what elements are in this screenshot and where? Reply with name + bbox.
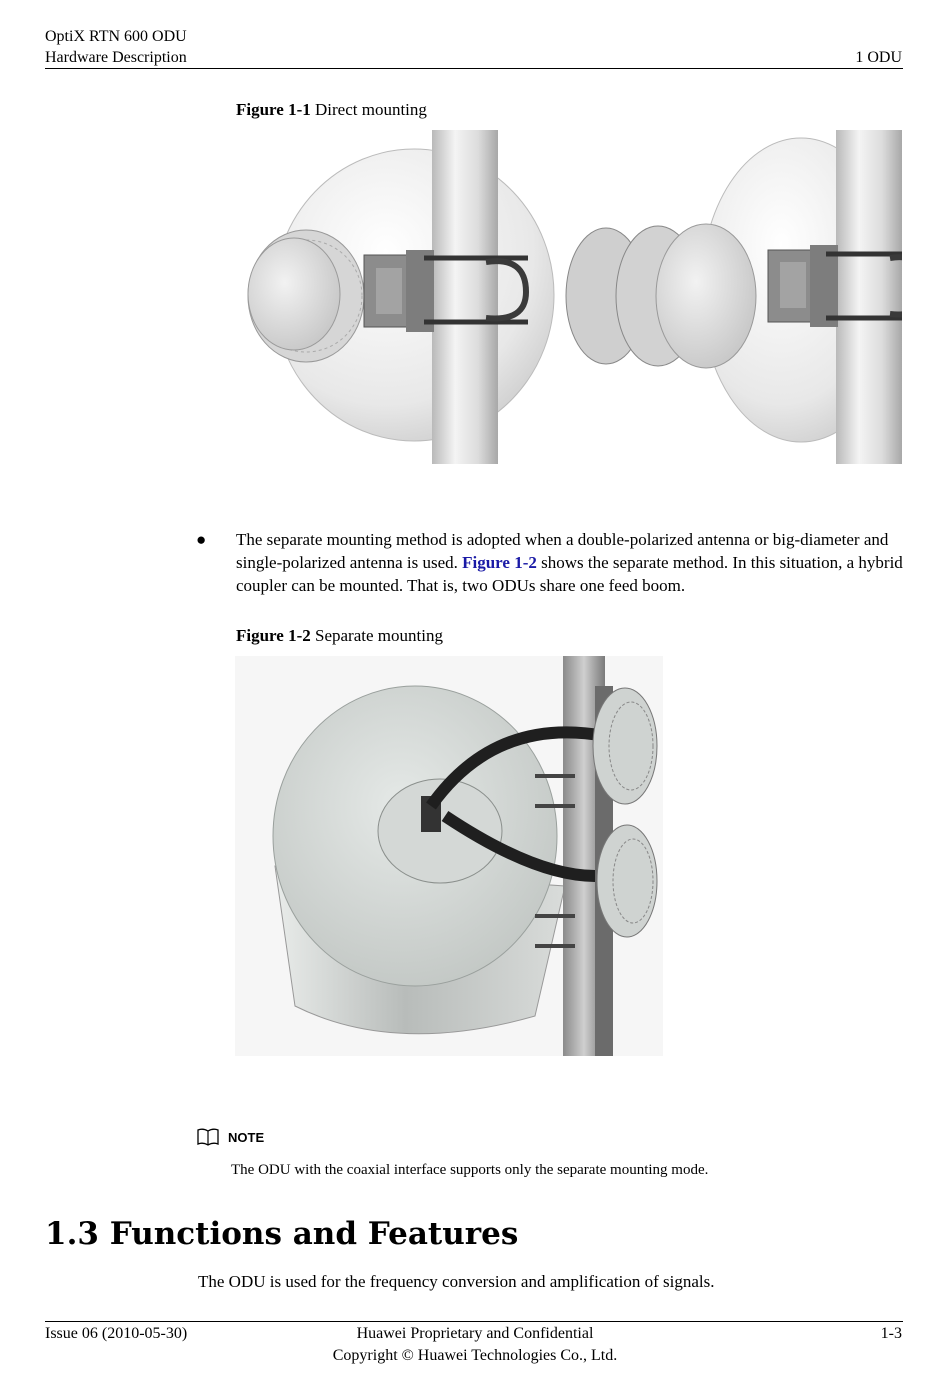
footer-page-number: 1-3 [880, 1325, 902, 1342]
header-product: OptiX RTN 600 ODU [45, 28, 187, 45]
figure2-title: Separate mounting [315, 626, 443, 645]
figure2-caption [236, 626, 443, 646]
bullet-text-before: The separate mounting method is adopted when a double-polarized antenna or big-diameter and single-polarized antenna is used. [236, 530, 889, 572]
note-header [196, 1128, 264, 1146]
footer-rule [45, 1321, 903, 1322]
figure1-label: Figure 1-1 [236, 100, 311, 119]
section-body: The ODU is used for the frequency conversion and amplification of signals. [198, 1272, 715, 1291]
bullet-marker: ● [196, 530, 207, 549]
header-chapter: 1 ODU [855, 49, 902, 66]
note-label: NOTE [228, 1129, 265, 1145]
footer-proprietary: Huawei Proprietary and Confidential [356, 1325, 594, 1342]
note-text: The ODU with the coaxial interface supports only the separate mounting mode. [231, 1162, 709, 1178]
figure2-image [235, 656, 663, 1056]
bullet-text-after: shows the separate method. In this situation, a hybrid coupler can be mounted. That is, two ODUs share one feed boom. [236, 553, 903, 595]
figure1-image [236, 130, 902, 464]
header-rule [45, 68, 903, 69]
footer-issue: Issue 06 (2010-05-30) [45, 1325, 188, 1342]
bullet-paragraph [236, 528, 906, 597]
figure1-caption [236, 100, 427, 120]
header-doc-type: Hardware Description [45, 49, 187, 66]
footer-copyright: Copyright © Huawei Technologies Co., Ltd. [332, 1347, 618, 1364]
figure1-title: Direct mounting [315, 100, 427, 119]
section-heading: 1.3 Functions and Features [45, 1216, 519, 1252]
figure-1-2-link[interactable]: Figure 1-2 [462, 553, 537, 572]
figure2-label: Figure 1-2 [236, 626, 311, 645]
book-icon [196, 1128, 220, 1146]
